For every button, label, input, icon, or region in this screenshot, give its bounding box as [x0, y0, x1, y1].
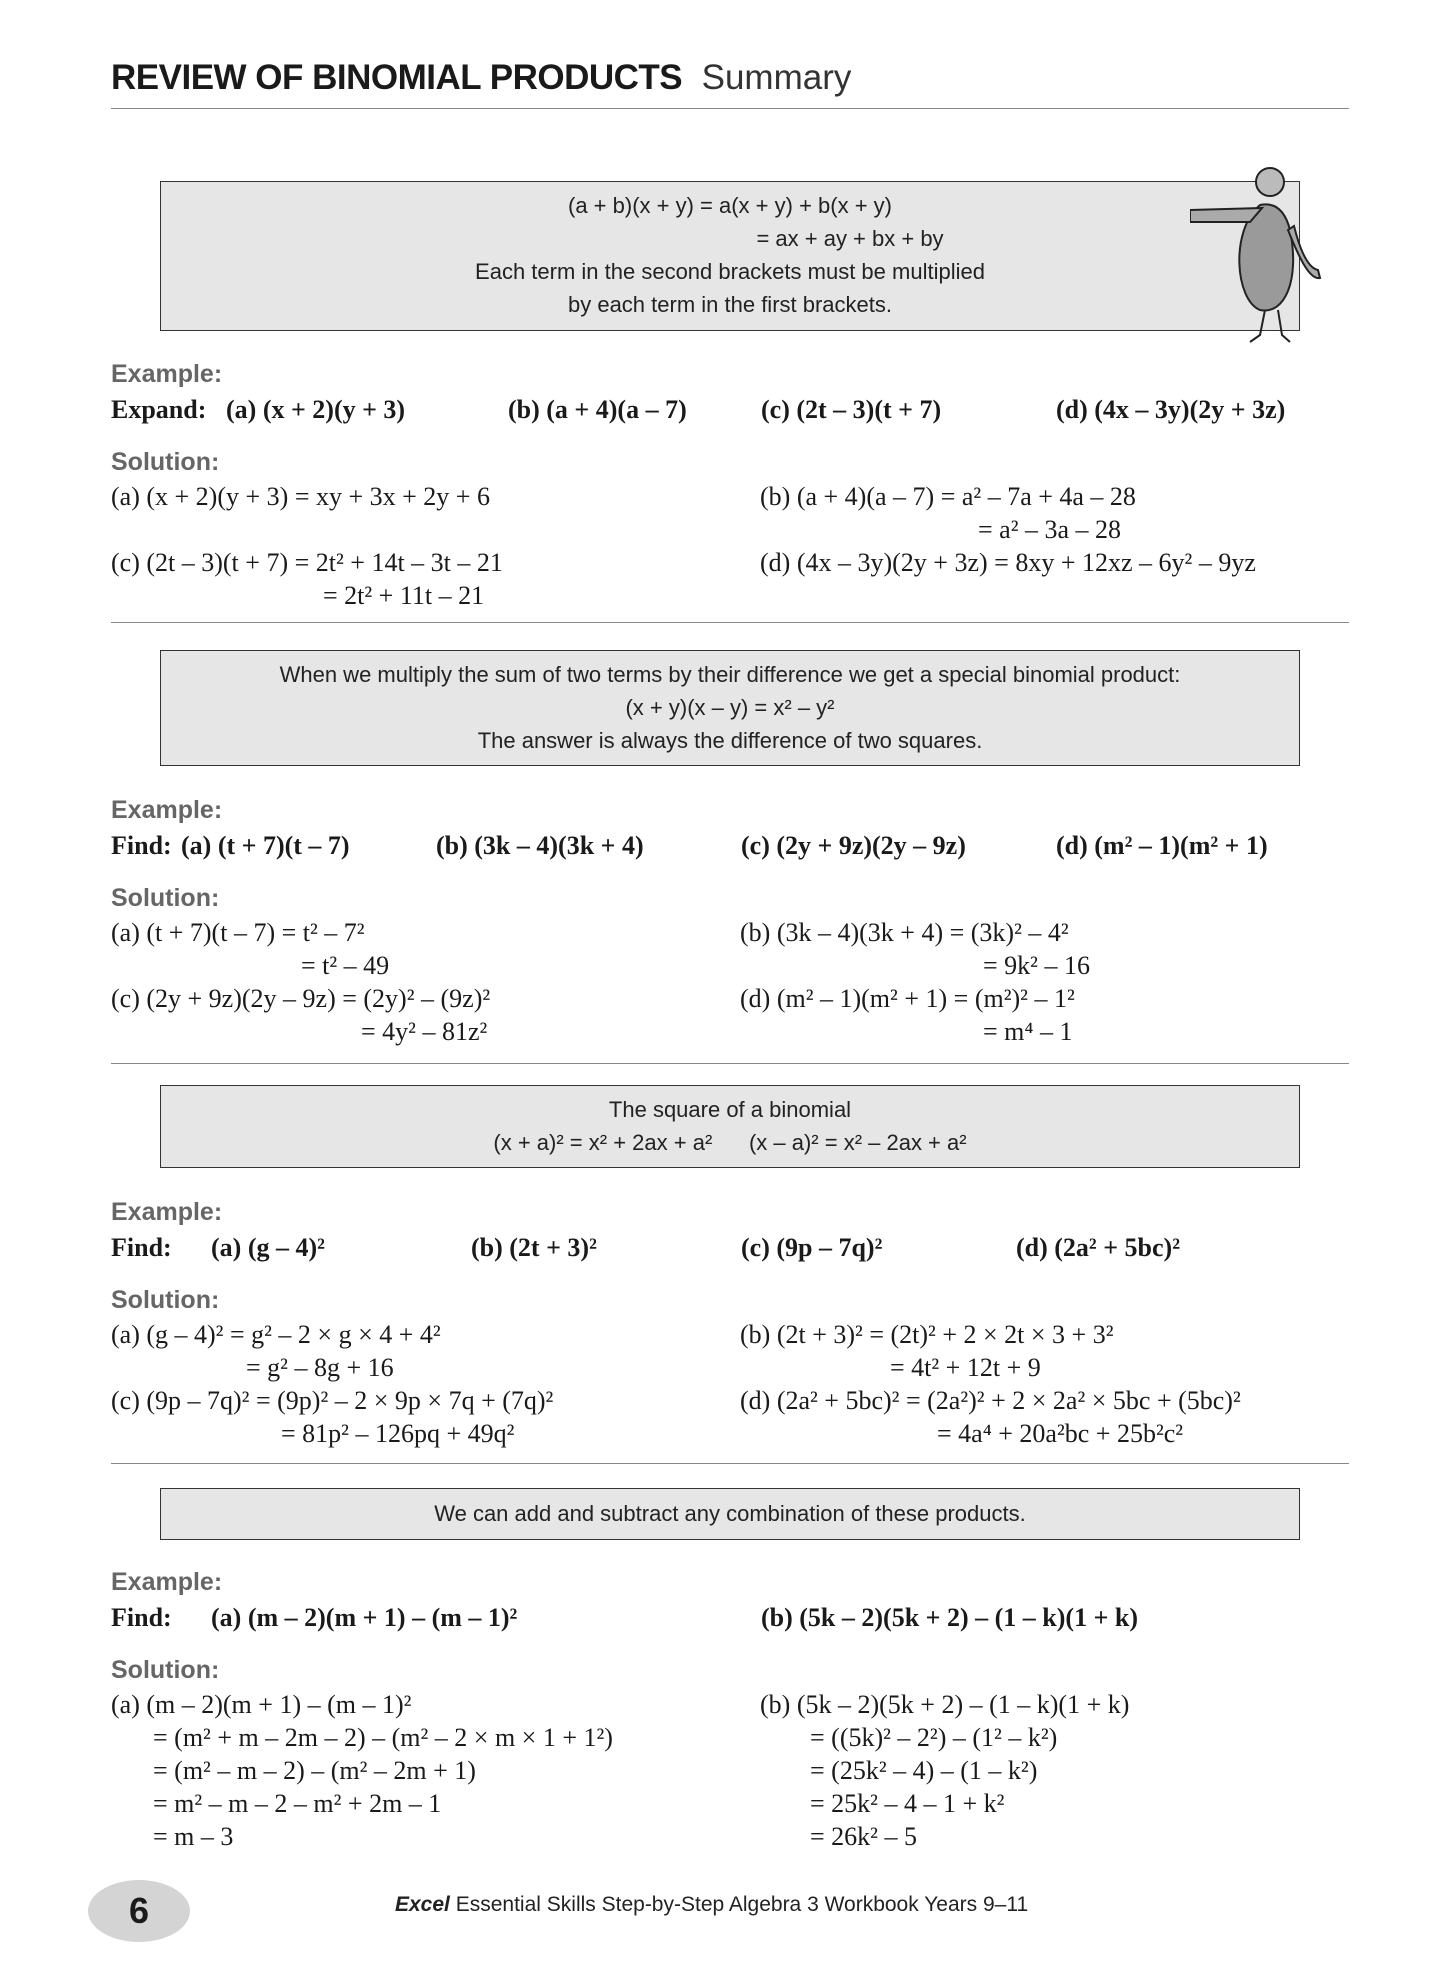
solution-label: Solution:: [111, 884, 220, 912]
example-item: (a) (t + 7)(t – 7): [181, 831, 350, 860]
solution-b: [740, 1318, 1113, 1384]
solution-c: [111, 1384, 553, 1450]
box-line: by each term in the first brackets.: [567, 292, 893, 317]
solution-line: = 81p² – 126pq + 49q²: [281, 1419, 515, 1448]
example-row: [111, 1601, 1139, 1634]
example-item: (d) (m² – 1)(m² + 1): [1056, 831, 1268, 860]
solution-line: (a) (t + 7)(t – 7) = t² – 7²: [111, 918, 365, 947]
box-line: = ax + ay + bx + by: [756, 226, 944, 251]
example-item: (d) (2a² + 5bc)²: [1016, 1233, 1180, 1262]
solution-line: (d) (m² – 1)(m² + 1) = (m²)² – 1²: [740, 984, 1075, 1013]
solution-label: Solution:: [111, 1286, 220, 1314]
box-line: The square of a binomial: [608, 1097, 852, 1122]
solution-label: Solution:: [111, 448, 220, 476]
solution-line: (a) (g – 4)² = g² – 2 × g × 4 + 4²: [111, 1320, 441, 1349]
solution-b: [760, 1688, 1129, 1853]
rule-box-combinations: [160, 1488, 1300, 1540]
solution-line: = (m² + m – 2m – 2) – (m² – 2 × m × 1 + 1²): [153, 1723, 613, 1752]
example-prompt: Find:: [111, 831, 172, 860]
header-rule: [111, 108, 1349, 109]
example-item: (c) (2y + 9z)(2y – 9z): [741, 831, 966, 860]
example-prompt: Find:: [111, 1603, 172, 1632]
box-line: (x + y)(x – y) = x² – y²: [625, 695, 835, 720]
box-line: (a + b)(x + y) = a(x + y) + b(x + y): [568, 193, 892, 218]
solution-line: = (25k² – 4) – (1 – k²): [810, 1756, 1038, 1785]
solution-line: (a) (m – 2)(m + 1) – (m – 1)²: [111, 1690, 412, 1719]
solution-line: (c) (2y + 9z)(2y – 9z) = (2y)² – (9z)²: [111, 984, 491, 1013]
solution-line: = m – 3: [153, 1822, 234, 1851]
solution-b: [740, 916, 1090, 982]
box-line: We can add and subtract any combination of these products.: [434, 1501, 1026, 1526]
example-prompt: Expand:: [111, 395, 207, 424]
title-main: REVIEW OF BINOMIAL PRODUCTS: [111, 58, 683, 97]
example-row: [111, 393, 1286, 426]
solution-line: = m⁴ – 1: [983, 1017, 1073, 1046]
example-label: Example:: [111, 360, 223, 388]
solution-label: Solution:: [111, 1656, 220, 1684]
solution-line: = 4t² + 12t + 9: [890, 1353, 1041, 1382]
box-line: The answer is always the difference of two squares.: [477, 728, 983, 753]
page-title: [111, 58, 851, 98]
example-item: (a) (m – 2)(m + 1) – (m – 1)²: [211, 1603, 518, 1632]
solution-line: = 2t² + 11t – 21: [323, 581, 485, 610]
solution-line: = m² – m – 2 – m² + 2m – 1: [153, 1789, 442, 1818]
section-divider: [111, 622, 1349, 623]
example-item: (b) (a + 4)(a – 7): [508, 395, 687, 424]
example-item: (c) (2t – 3)(t + 7): [761, 395, 942, 424]
solution-line: (b) (3k – 4)(3k + 4) = (3k)² – 4²: [740, 918, 1069, 947]
solution-a: [111, 480, 490, 513]
solution-line: = 25k² – 4 – 1 + k²: [810, 1789, 1005, 1818]
example-item: (b) (5k – 2)(5k + 2) – (1 – k)(1 + k): [761, 1603, 1139, 1632]
solution-b: [760, 480, 1136, 546]
example-prompt: Find:: [111, 1233, 172, 1262]
solution-line: = 9k² – 16: [983, 951, 1090, 980]
box-line: When we multiply the sum of two terms by their difference we get a special binomial product:: [279, 662, 1181, 687]
solution-line: = 26k² – 5: [810, 1822, 917, 1851]
solution-a: [111, 1688, 613, 1853]
footer-title: Essential Skills Step-by-Step Algebra 3 Workbook Years 9–11: [455, 1893, 1029, 1916]
solution-line: (d) (4x – 3y)(2y + 3z) = 8xy + 12xz – 6y² – 9yz: [760, 548, 1256, 577]
solution-line: = g² – 8g + 16: [246, 1353, 394, 1382]
example-item: (c) (9p – 7q)²: [741, 1233, 883, 1262]
solution-line: (c) (2t – 3)(t + 7) = 2t² + 14t – 3t – 21: [111, 548, 503, 577]
box-line: Each term in the second brackets must be multiplied: [475, 259, 985, 284]
solution-c: [111, 546, 503, 612]
section-divider: [111, 1463, 1349, 1464]
solution-line: (b) (2t + 3)² = (2t)² + 2 × 2t × 3 + 3²: [740, 1320, 1114, 1349]
solution-line: = ((5k)² – 2²) – (1² – k²): [810, 1723, 1058, 1752]
footer-text: [395, 1893, 1028, 1917]
example-item: (d) (4x – 3y)(2y + 3z): [1056, 395, 1286, 424]
solution-line: (b) (5k – 2)(5k + 2) – (1 – k)(1 + k): [760, 1690, 1130, 1719]
example-label: Example:: [111, 1198, 223, 1226]
cartoon-figure-illustration: [1190, 160, 1360, 350]
solution-line: (c) (9p – 7q)² = (9p)² – 2 × 9p × 7q + (7q)²: [111, 1386, 554, 1415]
example-item: (b) (3k – 4)(3k + 4): [436, 831, 644, 860]
example-item: (b) (2t + 3)²: [471, 1233, 597, 1262]
solution-line: = t² – 49: [301, 951, 390, 980]
solution-line: (a) (x + 2)(y + 3) = xy + 3x + 2y + 6: [111, 482, 490, 511]
example-item: (a) (x + 2)(y + 3): [226, 395, 406, 424]
solution-line: (b) (a + 4)(a – 7) = a² – 7a + 4a – 28: [760, 482, 1136, 511]
example-item: (a) (g – 4)²: [211, 1233, 325, 1262]
solution-d: [760, 546, 1256, 579]
title-sub: Summary: [701, 58, 852, 97]
example-label: Example:: [111, 796, 223, 824]
solution-line: = a² – 3a – 28: [978, 515, 1122, 544]
solution-line: (d) (2a² + 5bc)² = (2a²)² + 2 × 2a² × 5bc + (5bc)²: [740, 1386, 1241, 1415]
footer-brand: Excel: [395, 1893, 450, 1916]
rule-box-square-of-binomial: [160, 1085, 1300, 1168]
rule-box-distributive: [160, 181, 1300, 331]
solution-line: = (m² – m – 2) – (m² – 2m + 1): [153, 1756, 476, 1785]
example-row: [111, 1231, 1180, 1264]
solution-d: [740, 982, 1075, 1048]
solution-a: [111, 916, 389, 982]
solution-d: [740, 1384, 1241, 1450]
solution-line: = 4y² – 81z²: [361, 1017, 488, 1046]
solution-c: [111, 982, 490, 1048]
example-row: [111, 829, 1268, 862]
example-label: Example:: [111, 1568, 223, 1596]
box-line: (x + a)² = x² + 2ax + a² (x – a)² = x² – 2ax + a²: [493, 1130, 967, 1155]
rule-box-difference-of-squares: [160, 650, 1300, 766]
page-number: 6: [88, 1880, 190, 1942]
solution-a: [111, 1318, 441, 1384]
section-divider: [111, 1063, 1349, 1064]
solution-line: = 4a⁴ + 20a²bc + 25b²c²: [937, 1419, 1184, 1448]
